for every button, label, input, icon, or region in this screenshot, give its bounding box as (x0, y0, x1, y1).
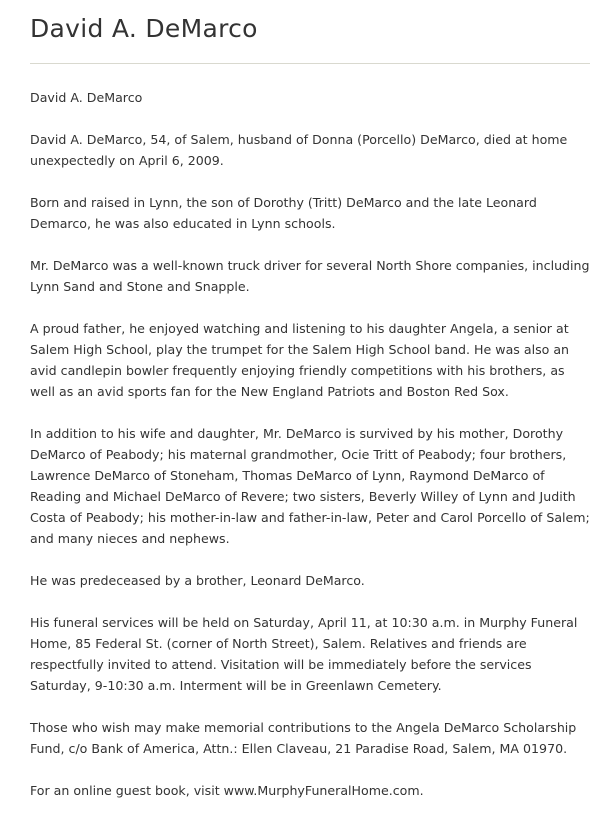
paragraph-survivors: In addition to his wife and daughter, Mr. DeMarco is survived by his mother, Dorothy DeMarco of Peabody; his maternal grandmother, Ocie Tritt of Peabody; four brothers, Lawrence DeMarco of Stoneham, Thomas DeMarco of Lynn, Raymond DeMarco of Reading and Michael DeMarco of Revere; two sisters, Beverly Willey of Lynn and Judith Costa of Peabody; his mother-in-law and father-in-law, Peter and Carol Porcello of Salem; and many nieces and nephews. (30, 426, 590, 546)
paragraph-predeceased: He was predeceased by a brother, Leonard DeMarco. (30, 573, 365, 588)
page-title: David A. DeMarco (30, 14, 258, 43)
paragraph-family-interests: A proud father, he enjoyed watching and listening to his daughter Angela, a senior at Salem High School, play the trumpet for the Salem High School band. He was also an avid candlepin bowler frequently enjoying friendly competitions with his brothers, as well as an avid sports fan for the New England Patriots and Boston Red Sox. (30, 321, 570, 399)
obituary-body (30, 87, 590, 822)
paragraph-death-notice: David A. DeMarco, 54, of Salem, husband of Donna (Porcello) DeMarco, died at home unexpectedly on April 6, 2009. (30, 132, 568, 168)
paragraph-funeral-services: His funeral services will be held on Saturday, April 11, at 10:30 a.m. in Murphy Funeral Home, 85 Federal St. (corner of North Street), Salem. Relatives and friends are respectfully invited to attend. Visitation will be immediately before the services Saturday, 9-10:30 a.m. Interment will be in Greenlawn Cemetery. (30, 615, 578, 693)
title-divider (30, 63, 590, 64)
paragraph-guest-book: For an online guest book, visit www.MurphyFuneralHome.com. (30, 783, 424, 798)
paragraph-birth: Born and raised in Lynn, the son of Dorothy (Tritt) DeMarco and the late Leonard Demarco, he was also educated in Lynn schools. (30, 195, 537, 231)
paragraph-memorial-contributions: Those who wish may make memorial contributions to the Angela DeMarco Scholarship Fund, c/o Bank of America, Attn.: Ellen Claveau, 21 Paradise Road, Salem, MA 01970. (30, 720, 577, 756)
paragraph-career: Mr. DeMarco was a well-known truck driver for several North Shore companies, including Lynn Sand and Stone and Snapple. (30, 258, 590, 294)
paragraph-name: David A. DeMarco (30, 90, 143, 105)
